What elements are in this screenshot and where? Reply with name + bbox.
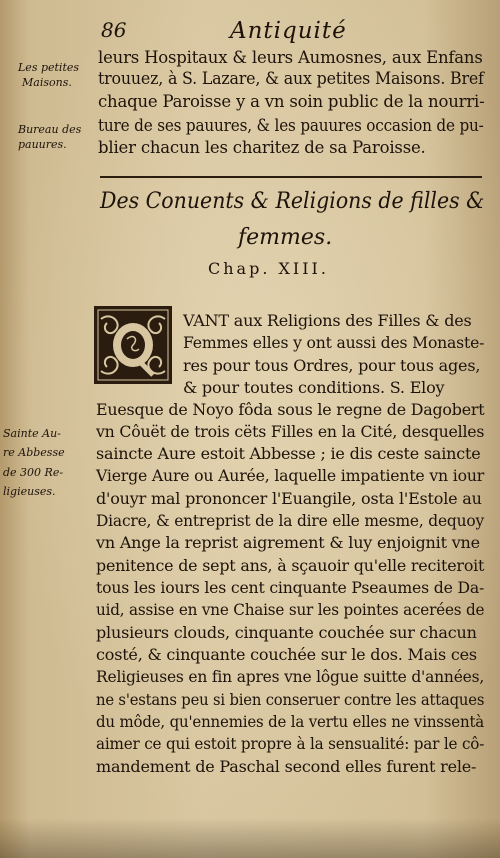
text-line: & pour toutes conditions. S. Eloy xyxy=(183,378,445,397)
text-line: costé, & cinquante couchée sur le dos. Mais ces xyxy=(96,645,477,664)
text-line: saincte Aure estoit Abbesse ; ie dis ceste saincte xyxy=(96,444,481,463)
text-line: aimer ce qui estoit propre à la sensualité: par le cô- xyxy=(96,734,485,753)
margin-note-petites-maisons-2: Maisons. xyxy=(22,76,72,89)
text-line: res pour tous Ordres, pour tous ages, xyxy=(183,356,481,375)
text-line: ture de ses pauures, & les pauures occasion de pu- xyxy=(98,116,484,135)
text-line: penitence de sept ans, à sçauoir qu'elle reciteroit xyxy=(96,556,485,575)
text-line: trouuez, à S. Lazare, & aux petites Maisons. Bref xyxy=(98,69,484,88)
text-line: tous les iours les cent cinquante Pseaumes de Da- xyxy=(96,578,485,597)
text-line: vn Ange la reprist aigrement & luy enjoignit vne xyxy=(96,533,480,552)
text-line: chaque Paroisse y a vn soin public de la nourri- xyxy=(98,92,485,111)
text-line: blier chacun les charitez de sa Paroisse. xyxy=(98,138,426,157)
margin-note-sainte-aure-1: Sainte Au- xyxy=(3,427,61,440)
margin-note-sainte-aure-2: re Abbesse xyxy=(3,446,65,459)
text-line: Femmes elles y ont aussi des Monaste- xyxy=(183,333,485,352)
ornamental-dropcap-q-icon xyxy=(93,305,173,385)
text-line: vn Côuët de trois cëts Filles en la Cité, desquelles xyxy=(96,422,485,441)
text-line: Vierge Aure ou Aurée, laquelle impatiente vn iour xyxy=(96,466,485,485)
text-line: VANT aux Religions des Filles & des xyxy=(183,311,472,330)
margin-note-bureau-2: pauures. xyxy=(18,138,67,151)
text-line: Religieuses en fin apres vne lôgue suitte d'années, xyxy=(96,667,485,686)
text-line: uid, assise en vne Chaise sur les pointes acerées de xyxy=(96,600,485,619)
chapter-heading: Chap. XIII. xyxy=(208,259,329,278)
margin-note-sainte-aure-4: ligieuses. xyxy=(3,485,56,498)
section-rule xyxy=(100,176,482,178)
text-line: d'ouyr mal prononcer l'Euangile, osta l'Estole au xyxy=(96,489,482,508)
margin-note-sainte-aure-3: de 300 Re- xyxy=(3,466,64,479)
section-title-line-2: femmes. xyxy=(238,225,333,250)
text-line: mandement de Paschal second elles furent rele- xyxy=(96,757,477,776)
text-line: plusieurs clouds, cinquante couchée sur chacun xyxy=(96,623,477,642)
text-line: ne s'estans peu si bien conseruer contre les attaques xyxy=(96,690,485,709)
margin-note-bureau-1: Bureau des xyxy=(18,123,82,136)
page-number: 86 xyxy=(101,18,127,42)
text-line: leurs Hospitaux & leurs Aumosnes, aux Enfans xyxy=(98,48,483,67)
running-head: Antiquité xyxy=(230,18,347,44)
text-line: Euesque de Noyo fôda sous le regne de Dagobert xyxy=(96,400,485,419)
text-line: Diacre, & entreprist de la dire elle mesme, dequoy xyxy=(96,511,485,530)
margin-note-petites-maisons-1: Les petites xyxy=(18,61,80,74)
text-line: du môde, qu'ennemies de la vertu elles ne vinssentà xyxy=(96,712,485,731)
section-title-line-1: Des Conuents & Religions de filles & xyxy=(100,189,485,214)
